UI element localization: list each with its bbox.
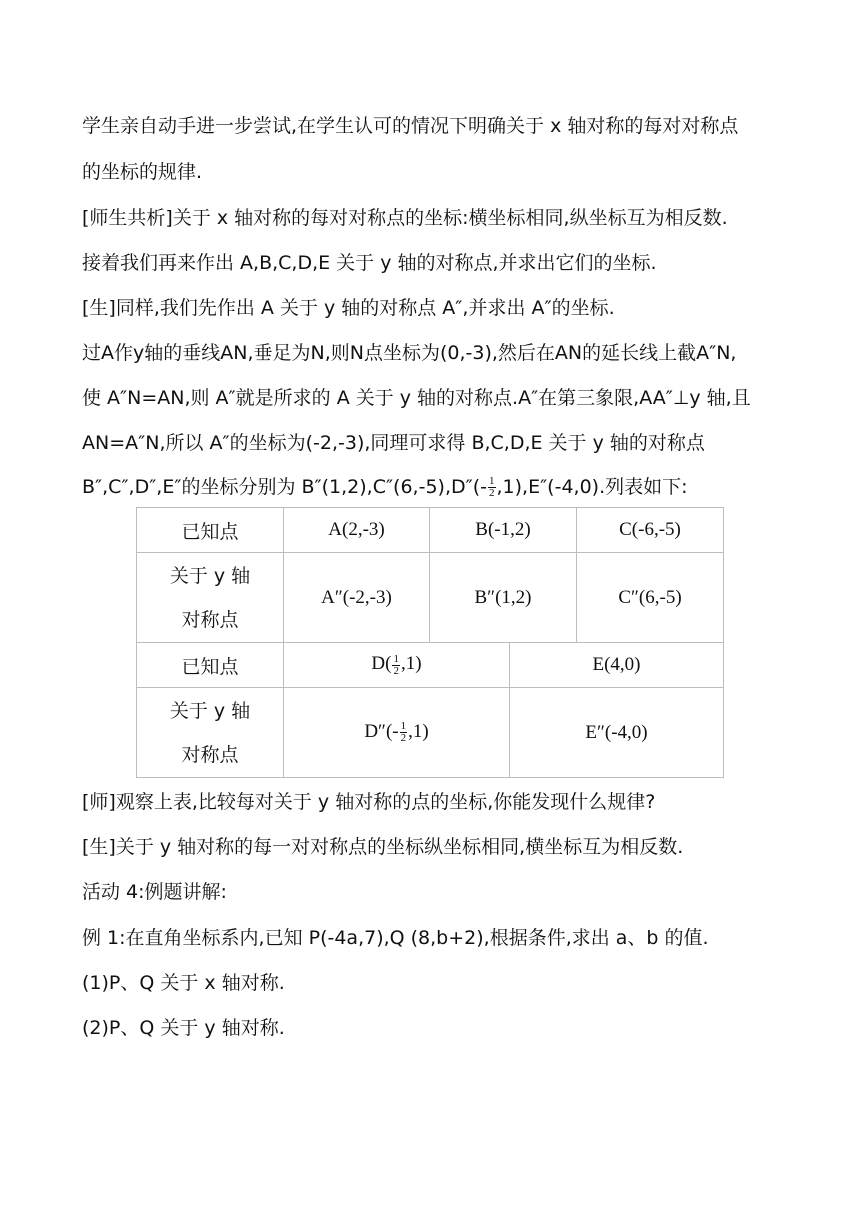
label-line: 对称点 — [181, 743, 239, 766]
paragraph-line: (1)P、Q 关于 x 轴对称. — [82, 972, 285, 994]
row-label-known: 已知点 — [137, 643, 284, 688]
label-line: 对称点 — [181, 608, 239, 631]
fraction-one-half — [400, 721, 408, 744]
paragraph-line: 的坐标的规律. — [82, 161, 203, 183]
cell-segment: ,1) — [400, 653, 422, 675]
paragraph-line: AN=A″N,所以 A″的坐标为(-2,-3),同理可求得 B,C,D,E 关于 y 轴的对称点 — [82, 432, 705, 454]
table-row — [137, 553, 724, 643]
paragraph-line: 使 A″N=AN,则 A″就是所求的 A 关于 y 轴的对称点.A″在第三象限,AA″⊥y 轴,且 — [82, 387, 751, 409]
paragraph-line: [生]关于 y 轴对称的每一对对称点的坐标纵坐标相同,横坐标互为相反数. — [82, 836, 684, 858]
point-cell — [284, 643, 510, 688]
table-row — [137, 508, 724, 553]
fraction-denominator: 2 — [489, 487, 495, 499]
paragraph-line — [82, 475, 688, 499]
paragraph-line: 过A作y轴的垂线AN,垂足为N,则N点坐标为(0,-3),然后在AN的延长线上截A″N, — [82, 342, 737, 364]
point-cell: C″(6,-5) — [577, 553, 724, 643]
paragraph-line: 接着我们再来作出 A,B,C,D,E 关于 y 轴的对称点,并求出它们的坐标. — [82, 252, 657, 274]
fraction-numerator: 1 — [489, 475, 495, 487]
fraction-one-half — [488, 476, 496, 499]
point-cell: E(4,0) — [510, 643, 724, 688]
cell-segment: ,1) — [408, 720, 429, 742]
point-cell: C(-6,-5) — [577, 508, 724, 553]
cell-segment: D″(- — [364, 720, 399, 742]
line-segment: B″,C″,D″,E″的坐标分别为 B″(1,2),C″(6,-5),D″(- — [82, 476, 487, 498]
paragraph-line: 例 1:在直角坐标系内,已知 P(-4a,7),Q (8,b+2),根据条件,求出 a、b 的值. — [82, 927, 709, 949]
paragraph-line: 活动 4:例题讲解: — [82, 881, 227, 903]
point-cell: A″(-2,-3) — [284, 553, 430, 643]
table-row — [137, 643, 724, 688]
row-label-symmetric — [137, 553, 284, 643]
paragraph-line: [师生共析]关于 x 轴对称的每对对称点的坐标:横坐标相同,纵坐标互为相反数. — [82, 207, 728, 229]
label-line: 关于 y 轴 — [169, 564, 251, 587]
line-segment: ,1),E″(-4,0).列表如下: — [496, 476, 688, 498]
table-row — [137, 688, 724, 778]
fraction-numerator: 1 — [393, 652, 399, 665]
row-label-known: 已知点 — [137, 508, 284, 553]
paragraph-line: [师]观察上表,比较每对关于 y 轴对称的点的坐标,你能发现什么规律? — [82, 791, 656, 813]
paragraph-line: [生]同样,我们先作出 A 关于 y 轴的对称点 A″,并求出 A″的坐标. — [82, 297, 615, 319]
fraction-denominator: 2 — [393, 664, 399, 677]
point-cell — [284, 688, 510, 778]
point-cell: A(2,-3) — [284, 508, 430, 553]
paragraph-line: (2)P、Q 关于 y 轴对称. — [82, 1017, 285, 1039]
fraction-one-half — [392, 654, 400, 677]
point-cell: B(-1,2) — [430, 508, 577, 553]
symmetry-table — [136, 507, 724, 778]
label-line: 关于 y 轴 — [169, 699, 251, 722]
point-cell: B″(1,2) — [430, 553, 577, 643]
row-label-symmetric — [137, 688, 284, 778]
fraction-denominator: 2 — [400, 732, 407, 745]
cell-segment: D( — [371, 653, 392, 675]
point-cell: E″(-4,0) — [510, 688, 724, 778]
fraction-numerator: 1 — [400, 720, 407, 733]
paragraph-line: 学生亲自动手进一步尝试,在学生认可的情况下明确关于 x 轴对称的每对对称点 — [82, 115, 739, 137]
